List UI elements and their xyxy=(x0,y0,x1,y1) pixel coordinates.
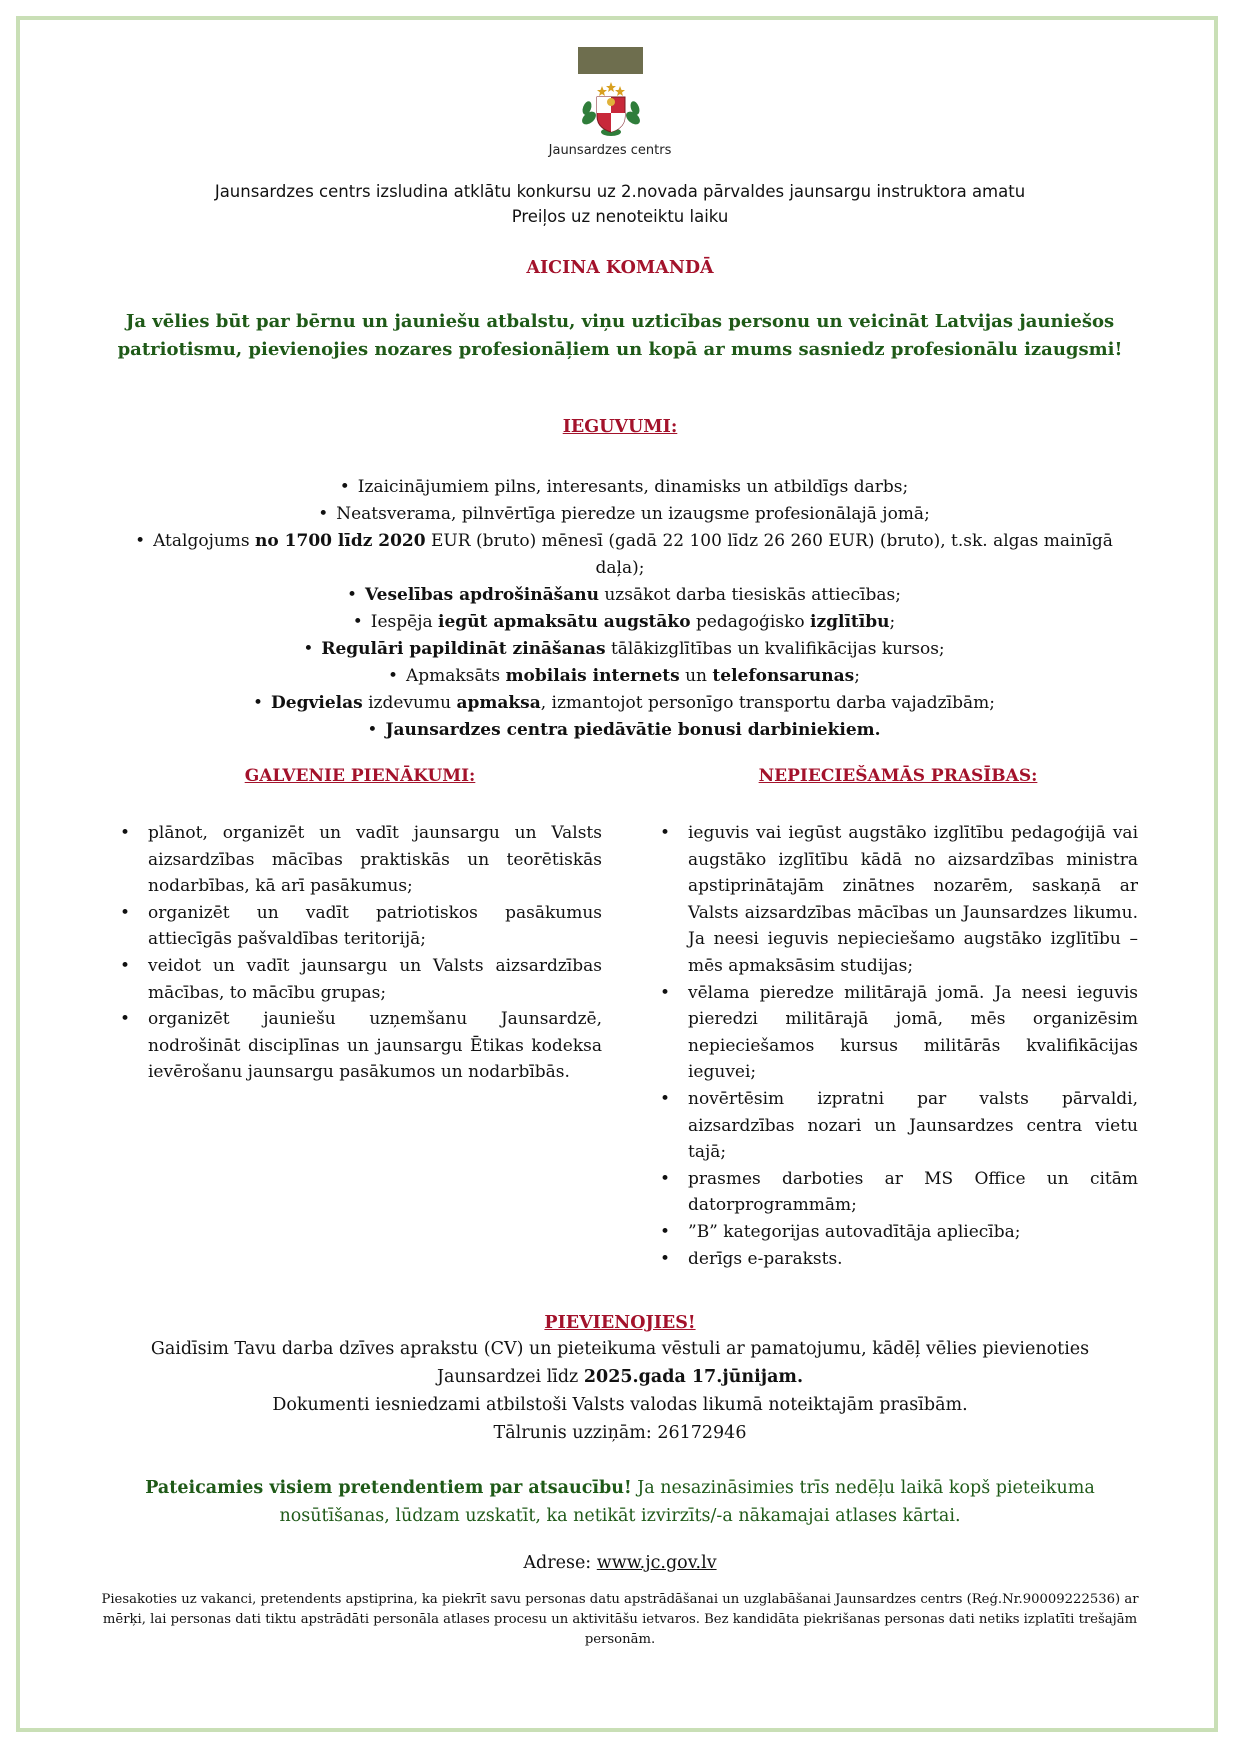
requirements-text: novērtēsim izpratni par valsts pārvaldi, aizsardzības nozari un Jaunsardzes centra vietu tajā; xyxy=(688,1088,1138,1163)
invite-text-line-1: Ja vēlies būt par bērnu un jauniešu atbalstu, viņu uzticības personu un veicināt Latvijas jauniešos xyxy=(125,311,1115,332)
website-link[interactable]: www.jc.gov.lv xyxy=(596,1553,717,1573)
phone-label: Tālrunis uzziņām: xyxy=(493,1423,658,1443)
announcement-text-2: Preiļos uz nenoteiktu laiku xyxy=(511,207,729,226)
disclaimer-line-3: personām. xyxy=(584,1632,656,1647)
bullet-icon: • xyxy=(352,612,363,632)
bullet-icon: • xyxy=(135,531,146,551)
duties-text: plānot, organizēt un vadīt jaunsargu un Valsts aizsardzības mācības praktiskās un teorētiskās nodarbības, kā arī pasākumus; xyxy=(148,823,602,897)
requirements-item xyxy=(658,1219,1138,1246)
requirements-text: ”B” kategorijas autovadītāja apliecība; xyxy=(688,1221,1021,1242)
duties-title: GALVENIE PIENĀKUMI: xyxy=(244,766,476,786)
bullet-icon: • xyxy=(339,477,350,497)
invite-title: AICINA KOMANDĀ xyxy=(526,258,714,278)
benefit-text: pedagoģisko xyxy=(690,612,811,632)
requirements-item xyxy=(658,820,1138,980)
requirements-item xyxy=(658,1166,1138,1219)
requirements-text: derīgs e-paraksts. xyxy=(688,1248,843,1269)
bullet-icon: • xyxy=(660,1248,671,1269)
join-line-2-prefix: Jaunsardzei līdz xyxy=(436,1367,584,1387)
join-text xyxy=(60,1335,1180,1447)
benefit-item xyxy=(120,690,1120,717)
benefit-text: no 1700 līdz 2020 xyxy=(255,531,426,551)
benefit-item xyxy=(120,609,1120,636)
bullet-icon: • xyxy=(660,823,671,843)
bullet-icon: • xyxy=(303,639,314,659)
benefit-text: Izaicinājumiem pilns, interesants, dinamisks un atbildīgs darbs; xyxy=(357,477,909,497)
benefit-text: Apmaksāts xyxy=(406,666,506,686)
invite-text xyxy=(60,308,1180,364)
benefit-text: iegūt apmaksātu augstāko xyxy=(438,612,691,632)
thanks-bold: Pateicamies visiem pretendentiem par atsaucību! xyxy=(145,1478,632,1498)
bullet-icon: • xyxy=(660,1168,671,1189)
thanks-text xyxy=(60,1474,1180,1530)
benefit-text: mobilais internets xyxy=(505,666,680,686)
duties-item xyxy=(118,953,602,1006)
requirements-list xyxy=(658,820,1138,1272)
benefit-item xyxy=(120,582,1120,609)
bullet-icon: • xyxy=(660,1221,671,1242)
benefit-text: ; xyxy=(889,612,896,632)
address-line xyxy=(60,1549,1180,1577)
requirements-text: prasmes darboties ar MS Office un citām datorprogrammām; xyxy=(688,1168,1138,1216)
disclaimer-line-1: Piesakoties uz vakanci, pretendents apstiprina, ka piekrīt savu personas datu apstrādāšanai un uzglabāšanai Jaunsardzes centrs (Reģ.Nr.90009222536) ar xyxy=(101,1592,1139,1607)
benefit-text: Jaunsardzes centra piedāvātie bonusi darbiniekiem. xyxy=(385,720,881,740)
benefit-text: tālākizglītības un kvalifikācijas kursos; xyxy=(605,639,945,659)
thanks-line-2: nosūtīšanas, lūdzam uzskatīt, ka netikāt izvirzīts/-a nākamajai atlases kārtai. xyxy=(279,1506,961,1526)
logo-bar xyxy=(578,47,643,74)
benefit-item xyxy=(120,663,1120,690)
duties-item xyxy=(118,900,602,953)
phone-line xyxy=(60,1419,1180,1447)
duties-text: organizēt jauniešu uzņemšanu Jaunsardzē, nodrošināt disciplīnas un jaunsargu Ētikas kodeksa ievērošanu jaunsargu pasākumos un nodarbībās. xyxy=(148,1009,602,1083)
requirements-text: ieguvis vai iegūst augstāko izglītību pedagoģijā vai augstāko izglītību kādā no aizsardzības ministra apstiprinātajām zinātnes nozarēm, saskaņā ar Valsts aizsardzības mācības un Jaunsardzes likumu. Ja neesi ieguvis nepieciešamo augstāko izglītību – mēs apmaksāsim studijas; xyxy=(688,823,1138,976)
disclaimer-line-2: mērķi, lai personas dati tiktu apstrādāti personāla atlases procesu un aktivitāšu ietvaros. Bez kandidāta piekrišanas personas dati netiks izplatīti trešajām xyxy=(102,1612,1138,1627)
benefit-item xyxy=(120,636,1120,663)
duties-text: organizēt un vadīt patriotiskos pasākumus attiecīgās pašvaldības teritorijā; xyxy=(148,902,602,950)
bullet-icon: • xyxy=(318,504,329,524)
requirements-title: NEPIECIEŠAMĀS PRASĪBAS: xyxy=(758,766,1038,786)
benefit-text: apmaksa xyxy=(456,693,541,713)
announcement-line-2 xyxy=(80,207,1160,226)
bullet-icon: • xyxy=(120,902,131,923)
phone-number: 26172946 xyxy=(657,1423,747,1443)
benefit-item xyxy=(120,528,1120,582)
requirements-item xyxy=(658,980,1138,1086)
benefit-text: Degvielas xyxy=(271,693,363,713)
benefit-text: izdevumu xyxy=(362,693,457,713)
org-logo-text: Jaunsardzes centrs xyxy=(548,143,672,158)
deadline: 2025.gada 17.jūnijam. xyxy=(583,1367,804,1387)
invite-text-line-2: patriotismu, pievienojies nozares profesionāļiem un kopā ar mums sasniedz profesionālu izaugsmi! xyxy=(117,339,1123,360)
thanks-rest: Ja nesazināsimies trīs nedēļu laikā kopš pieteikuma xyxy=(631,1478,1095,1498)
duties-item xyxy=(118,820,602,900)
bullet-icon: • xyxy=(660,982,671,1003)
benefit-text: uzsākot darba tiesiskās attiecības; xyxy=(598,585,901,605)
thanks-line-1 xyxy=(60,1474,1180,1502)
join-line-1: Gaidīsim Tavu darba dzīves aprakstu (CV) un pieteikuma vēstuli ar pamatojumu, kādēļ vēlies pievienoties xyxy=(150,1339,1090,1359)
benefit-item xyxy=(120,474,1120,501)
requirements-text: vēlama pieredze militārajā jomā. Ja neesi ieguvis pieredzi militārajā jomā, mēs organizēsim nepieciešamos kursus militārās kvalifikācijas ieguvei; xyxy=(688,982,1138,1083)
bullet-icon: • xyxy=(347,585,358,605)
bullet-icon: • xyxy=(367,720,378,740)
benefit-text: ; xyxy=(854,666,860,686)
bullet-icon: • xyxy=(253,693,264,713)
privacy-disclaimer xyxy=(40,1590,1200,1650)
announcement-text-1: Jaunsardzes centrs izsludina atklātu konkursu uz 2.novada pārvaldes jaunsargu instruktora amatu xyxy=(214,182,1026,201)
benefit-text: un xyxy=(679,666,713,686)
bullet-icon: • xyxy=(120,823,131,843)
benefit-item xyxy=(120,501,1120,528)
bullet-icon: • xyxy=(660,1088,671,1109)
benefit-text: Regulāri papildināt zināšanas xyxy=(321,639,606,659)
benefit-text: Iespēja xyxy=(370,612,439,632)
coat-of-arms-logo xyxy=(578,80,644,138)
benefits-list xyxy=(120,474,1120,744)
join-line-3: Dokumenti iesniedzami atbilstoši Valsts valodas likumā noteiktajām prasībām. xyxy=(272,1395,968,1415)
benefit-item xyxy=(120,717,1120,744)
bullet-icon: • xyxy=(120,955,131,976)
bullet-icon: • xyxy=(388,666,399,686)
duties-list xyxy=(118,820,602,1086)
benefit-text: izglītību xyxy=(810,612,890,632)
benefits-title: IEGUVUMI: xyxy=(562,417,678,437)
requirements-item xyxy=(658,1086,1138,1166)
benefit-text: Atalgojums xyxy=(153,531,256,551)
duties-text: veidot un vadīt jaunsargu un Valsts aizsardzības mācības, to mācību grupas; xyxy=(148,955,602,1003)
bullet-icon: • xyxy=(120,1009,131,1030)
benefit-text: , izmantojot personīgo transportu darba vajadzībām; xyxy=(540,693,995,713)
benefit-text: EUR (bruto) mēnesī (gadā 22 100 līdz 26 260 EUR) (bruto), t.sk. algas mainīgā daļa); xyxy=(425,531,1113,578)
benefit-text: telefonsarunas xyxy=(712,666,855,686)
announcement-line-1 xyxy=(80,182,1160,201)
benefit-text: Veselības apdrošināšanu xyxy=(365,585,599,605)
requirements-item xyxy=(658,1246,1138,1273)
address-label: Adrese: xyxy=(523,1553,597,1573)
duties-item xyxy=(118,1006,602,1086)
benefit-text: Neatsverama, pilnvērtīga pieredze un izaugsme profesionālajā jomā; xyxy=(336,504,930,524)
join-line-2 xyxy=(60,1363,1180,1391)
join-title: PIEVIENOJIES! xyxy=(544,1313,696,1333)
